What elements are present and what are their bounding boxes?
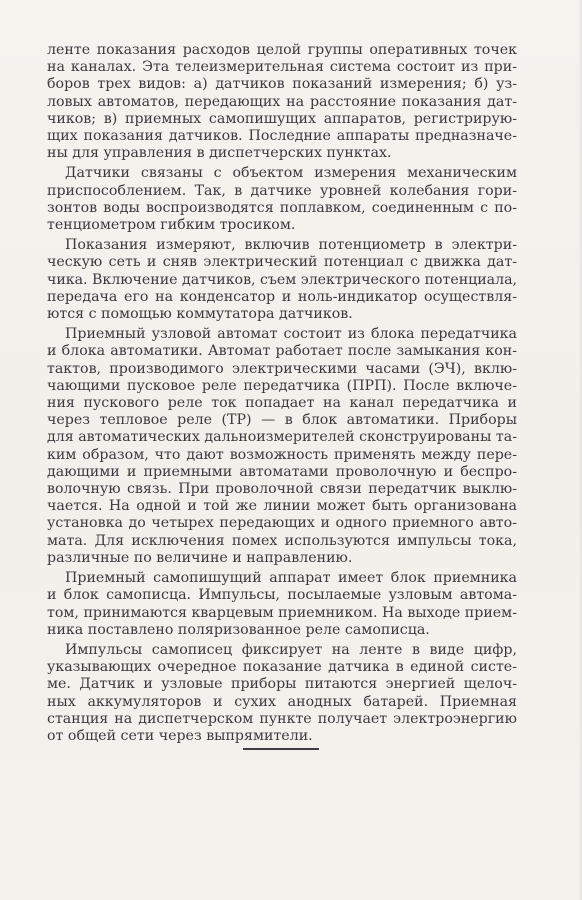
text-line: Приемный самопишущий аппарат имеет блок приемника <box>65 570 517 587</box>
paragraph <box>47 642 517 745</box>
text-line: Датчики связаны с объектом измерения механическим <box>65 165 517 182</box>
text-line: ким образом, что дают возможность применять между пере- <box>47 446 517 463</box>
text-line: чающими пусковое реле передатчика (ПРП). После включе- <box>47 377 517 394</box>
text-line: боров трех видов: а) датчиков показаний измерения; б) уз- <box>47 76 517 93</box>
text-line: мата. Для исключения помех используются импульсы тока, <box>47 532 517 549</box>
text-line: Показания измеряют, включив потенциометр в электри- <box>65 237 517 254</box>
paragraph <box>47 570 517 639</box>
paragraph <box>47 42 517 162</box>
text-line: чается. На одной и той же линии может быть организована <box>47 498 517 515</box>
end-of-section-rule <box>243 748 319 750</box>
paragraph <box>47 165 517 234</box>
text-line: ческую сеть и сняв электрический потенциал с движка дат- <box>47 254 517 271</box>
text-line: станция на диспетчерском пункте получает электроэнергию <box>47 710 517 727</box>
text-line: ме. Датчик и узловые приборы питаются энергией щелоч- <box>47 676 517 693</box>
page-edge-shadow <box>578 0 582 900</box>
text-line: ны для управления в диспетчерских пунктах. <box>47 145 392 162</box>
text-line: ния пускового реле ток попадает на канал передатчика и <box>47 395 517 412</box>
text-line: через тепловое реле (ТР) — в блок автоматики. Приборы <box>47 412 517 429</box>
text-line: том, принимаются кварцевым приемником. На выходе прием- <box>47 604 517 621</box>
text-line: щих показания датчиков. Последние аппараты предназначе- <box>47 128 517 145</box>
text-line: приспособлением. Так, в датчике уровней колебания гори- <box>47 182 517 199</box>
text-line: дающими и приемными автоматами проволочную и беспро- <box>47 463 517 480</box>
text-line: ника поставлено поляризованное реле самописца. <box>47 621 430 638</box>
text-line: Импульсы самописец фиксирует на ленте в виде цифр, <box>65 641 517 658</box>
paragraph <box>47 326 517 567</box>
text-line: передача его на конденсатор и ноль-индикатор осуществля- <box>47 288 517 305</box>
text-line: ются с помощью коммутатора датчиков. <box>47 306 353 323</box>
text-line: от общей сети через выпрямители. <box>47 727 313 744</box>
text-line: установка до четырех передающих и одного приемного авто- <box>47 515 517 532</box>
paragraph <box>47 237 517 323</box>
text-line: на каналах. Эта телеизмерительная система состоит из при- <box>47 59 517 76</box>
text-line: зонтов воды воспроизводятся поплавком, соединенным с по- <box>47 199 517 216</box>
text-line: различные по величине и направлению. <box>47 549 353 566</box>
text-line: чика. Включение датчиков, съем электрического потенциала, <box>47 271 517 288</box>
text-line: Приемный узловой автомат состоит из блока передатчика <box>65 326 517 343</box>
text-line: указывающих очередное показание датчика в единой систе- <box>47 659 517 676</box>
text-line: и блок самописца. Импульсы, посылаемые узловым автома- <box>47 587 517 604</box>
text-line: чиков; в) приемных самопишущих аппаратов, регистрирую- <box>47 110 517 127</box>
text-line: ленте показания расходов целой группы оперативных точек <box>47 42 517 58</box>
text-line: и блока автоматики. Автомат работает после замыкания кон- <box>47 343 517 360</box>
text-line: для автоматических дальноизмерителей сконструированы та- <box>47 429 517 446</box>
text-line: ных аккумуляторов и сухих анодных батарей. Приемная <box>47 693 517 710</box>
text-line: волочную связь. При проволочной связи передатчик выклю- <box>47 481 517 498</box>
text-line: ловых автоматов, передающих на расстояние показания дат- <box>47 93 517 110</box>
text-line: тактов, производимого электрическими часами (ЭЧ), вклю- <box>47 360 517 377</box>
body-text <box>47 42 517 748</box>
text-line: тенциометром гибким тросиком. <box>47 217 296 234</box>
